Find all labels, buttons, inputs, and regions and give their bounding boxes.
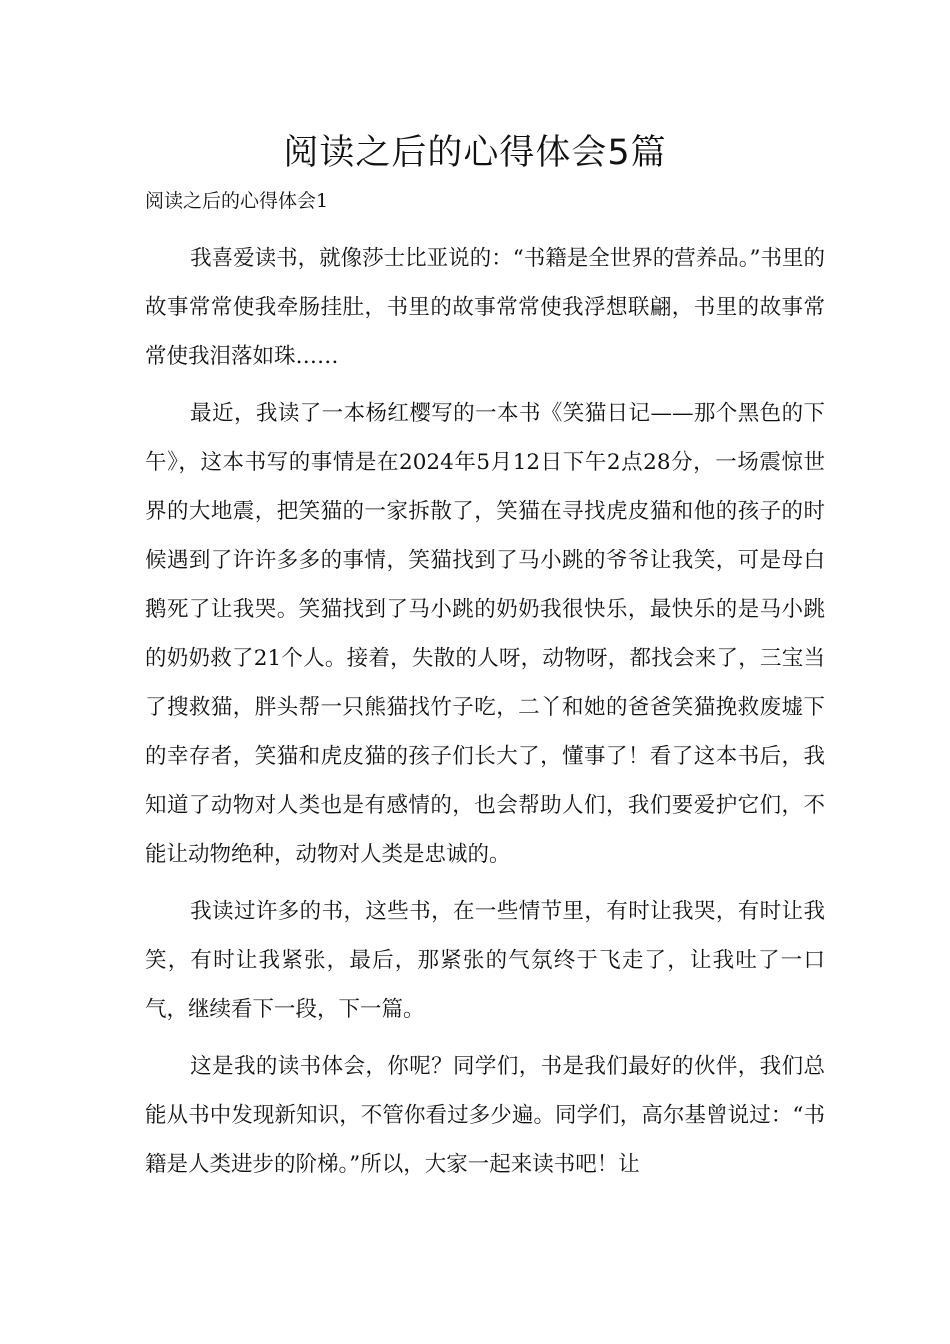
document-title: 阅读之后的心得体会5篇 <box>283 133 667 173</box>
paragraph: 这是我的读书体会，你呢？同学们，书是我们最好的伙伴，我们总能从书中发现新知识，不管你看过多少遍。同学们，高尔基曾说过：“书籍是人类进步的阶梯。”所以，大家一起来读书吧！让 <box>145 1054 825 1177</box>
section-heading: 阅读之后的心得体会1 <box>145 190 329 212</box>
paragraph: 我喜爱读书，就像莎士比亚说的：“书籍是全世界的营养品。”书里的故事常常使我牵肠挂肚，书里的故事常常使我浮想联翩，书里的故事常常使我泪落如珠…… <box>145 246 825 369</box>
paragraph: 我读过许多的书，这些书，在一些情节里，有时让我哭，有时让我笑，有时让我紧张，最后，那紧张的气氛终于飞走了，让我吐了一口气，继续看下一段，下一篇。 <box>145 899 825 1022</box>
document-body <box>145 234 825 1197</box>
paragraph: 最近，我读了一本杨红樱写的一本书《笑猫日记——那个黑色的下午》，这本书写的事情是在2024年5月12日下午2点28分，一场震惊世界的大地震，把笑猫的一家拆散了，笑猫在寻找虎皮猫和他的孩子的时候遇到了许许多多的事情，笑猫找到了马小跳的爷爷让我笑，可是母白鹅死了让我哭。笑猫找到了马小跳的奶奶我很快乐，最快乐的是马小跳的奶奶救了21个人。接着，失散的人呀，动物呀，都找会来了，三宝当了搜救猫，胖头帮一只熊猫找竹子吃，二丫和她的爸爸笑猫挽救废墟下的幸存者，笑猫和虎皮猫的孩子们长大了，懂事了！看了这本书后，我知道了动物对人类也是有感情的，也会帮助人们，我们要爱护它们，不能让动物绝种，动物对人类是忠诚的。 <box>145 401 825 867</box>
